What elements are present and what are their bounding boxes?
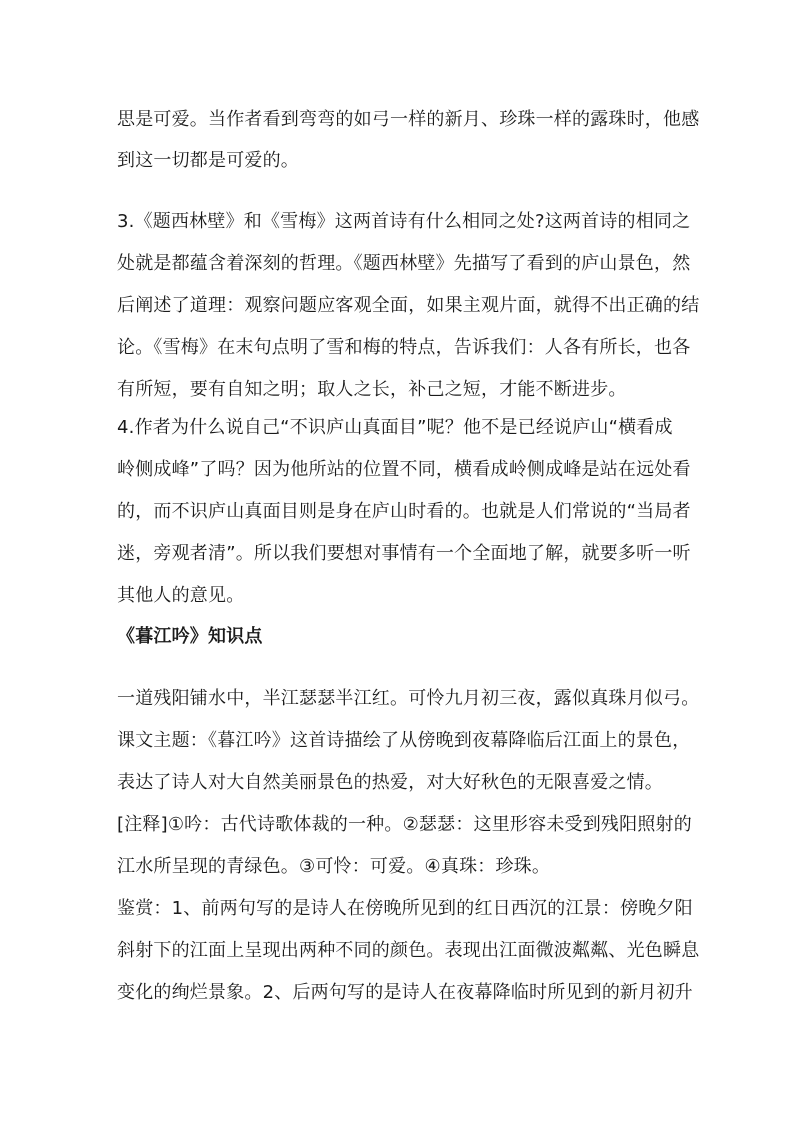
- text-line: 的，而不识庐山真面目则是身在庐山时看的。也就是人们常说的“当局者: [117, 501, 691, 522]
- question-4-line: 4.作者为什么说自己“不识庐山真面目”呢？他不是已经说庐山“横看成: [117, 417, 673, 438]
- text-line: 思是可爱。当作者看到弯弯的如弓一样的新月、珍珠一样的露珠时，他感: [117, 109, 700, 130]
- text-line: 斜射下的江面上呈现出两种不同的颜色。表现出江面微波粼粼、光色瞬息: [117, 940, 700, 961]
- text-line: 迷，旁观者清”。所以我们要想对事情有一个全面地了解，就要多听一听: [117, 543, 691, 564]
- poem-line: 一道残阳铺水中，半江瑟瑟半江红。可怜九月初三夜，露似真珠月似弓。: [117, 688, 700, 709]
- text-line: 其他人的意见。: [117, 585, 245, 606]
- text-line: 论。《雪梅》在末句点明了雪和梅的特点，告诉我们：人各有所长，也各: [117, 337, 691, 358]
- text-line: 有所短，要有自知之明；取人之长，补己之短，才能不断进步。: [117, 379, 627, 400]
- annotation-line: [注释]①吟：古代诗歌体裁的一种。②瑟瑟：这里形容未受到残阳照射的: [117, 814, 692, 835]
- text-line: 江水所呈现的青绿色。③可怜：可爱。④真珠：珍珠。: [117, 856, 551, 877]
- question-3-line: 3.《题西林壁》和《雪梅》这两首诗有什么相同之处?这两首诗的相同之: [117, 211, 691, 232]
- text-line: 到这一切都是可爱的。: [117, 150, 299, 171]
- text-line: 岭侧成峰”了吗？因为他所站的位置不同，横看成岭侧成峰是站在远处看: [117, 459, 691, 480]
- text-line: 后阐述了道理：观察问题应客观全面，如果主观片面，就得不出正确的结: [117, 295, 700, 316]
- appreciation-line: 鉴赏：1、前两句写的是诗人在傍晚所见到的红日西沉的江景：傍晚夕阳: [117, 898, 693, 919]
- section-heading: 《暮江吟》知识点: [117, 626, 263, 647]
- text-line: 课文主题：《暮江吟》这首诗描绘了从傍晚到夜幕降临后江面上的景色，: [117, 730, 691, 751]
- text-line: 表达了诗人对大自然美丽景色的热爱，对大好秋色的无限喜爱之情。: [117, 772, 663, 793]
- text-line: 变化的绚烂景象。2、后两句写的是诗人在夜幕降临时所见到的新月初升: [117, 982, 693, 1003]
- text-line: 处就是都蕴含着深刻的哲理。《题西林壁》先描写了看到的庐山景色，然: [117, 253, 691, 274]
